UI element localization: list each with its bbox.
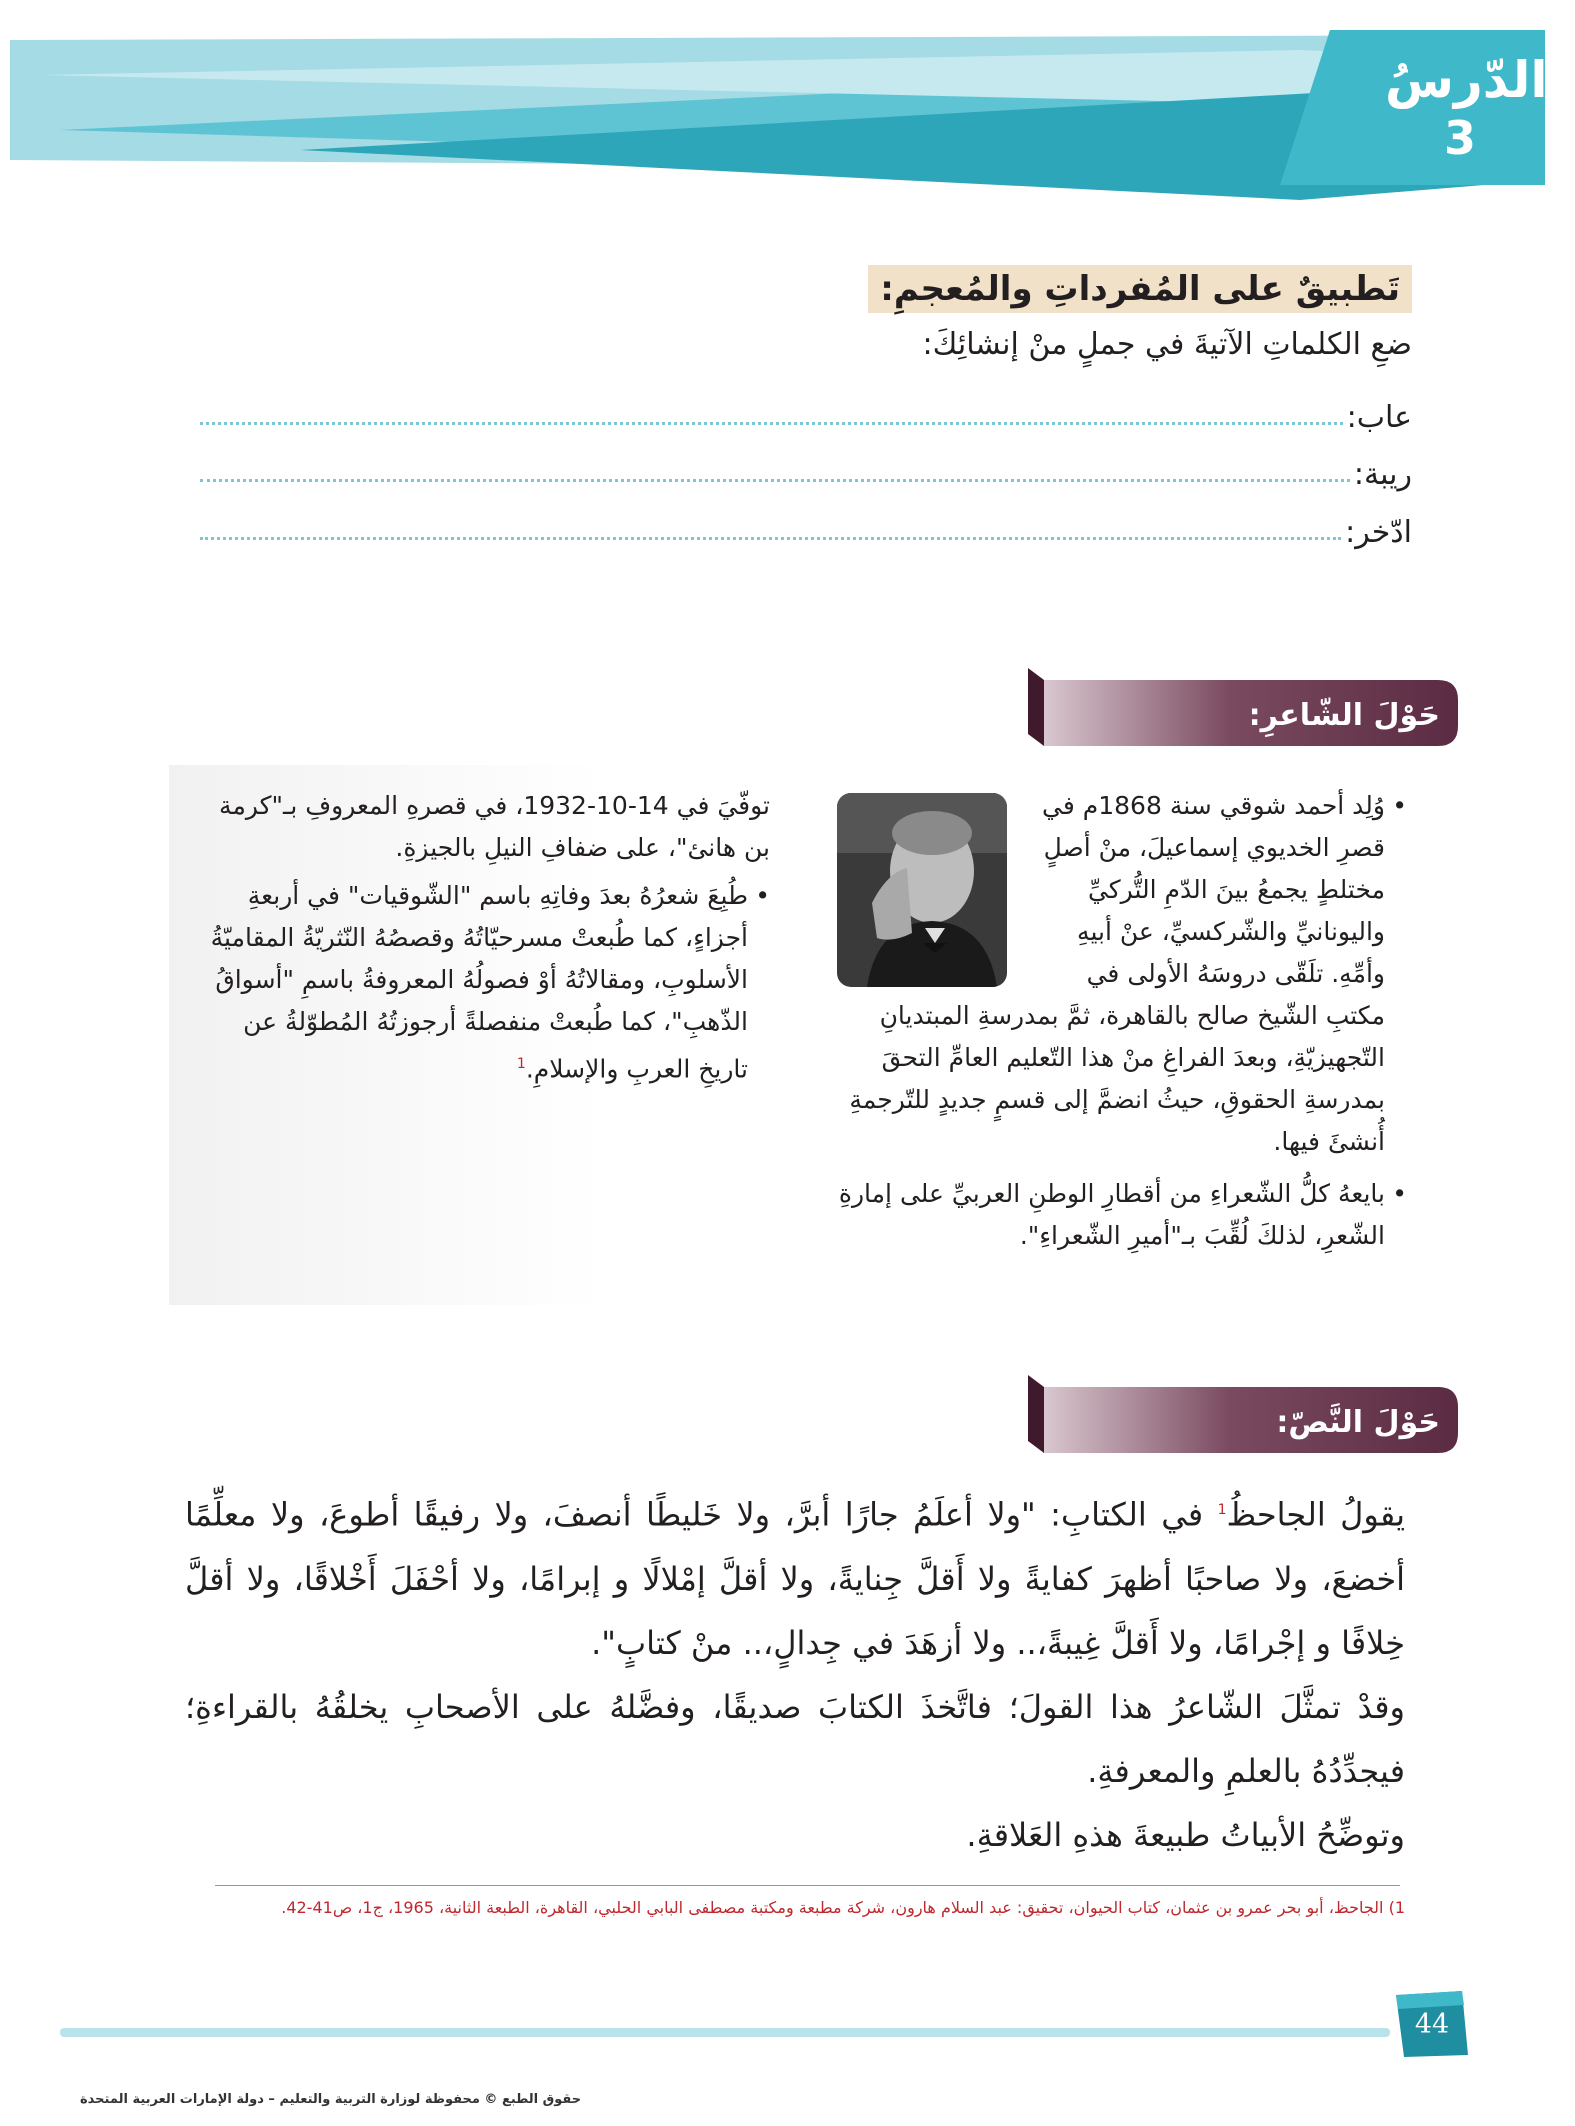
exercise-item — [200, 500, 1412, 550]
answer-line[interactable] — [200, 537, 1341, 540]
poet-tab-label: حَوْلَ الشّاعرِ: — [1248, 698, 1440, 733]
header-banner — [0, 0, 1575, 215]
poet-bio-bullet: • وُلِد أحمد شوقي سنة 1868م في قصرِ الخديوي إسماعيلَ، منْ أصلٍ مختلطٍ يجمعُ بينَ الدّمِ التُّركيِّ واليونانيِّ والشّركسيِّ، عنْ أبيهِ وأمِّهِ. تلَقّى دروسَهُ الأولى في مكتبِ الشّيخ صالح بالقاهرة، ثمَّ بمدرسةِ المبتديانِ التّجهيزيّةِ، وبعدَ الفراغِ منْ هذا التّعليم العامِّ التحقَ بمدرسةِ الحقوقِ، حيثُ انضمَّ إلى قسمٍ جديدٍ للتّرجمةِ أُنشئَ فيها. — [837, 785, 1407, 1163]
footnote-ref[interactable]: 1 — [516, 1056, 526, 1072]
poet-works-bullet — [200, 875, 770, 1090]
exercise-item — [200, 442, 1412, 492]
footnote: 1) الجاحظ، أبو بحر عمرو بن عثمان، كتاب الحيوان، تحقيق: عبد السلام هارون، شركة مطبعة ومكتبة مصطفى البابي الحلبي، القاهرة، الطبعة الثانية، 1965، ج1، ص41-42. — [281, 1898, 1405, 1917]
exercise-word: عاب: — [1346, 400, 1412, 435]
page-number: 44 — [1414, 2009, 1450, 2040]
quote-paragraph — [185, 1478, 1405, 1675]
answer-line[interactable] — [200, 422, 1343, 425]
footer-bar — [0, 1985, 1575, 2080]
text-paragraph: وتوضِّحُ الأبياتُ طبيعةَ هذهِ العَلاقةِ. — [966, 1815, 1405, 1854]
exercise-word: ريبة: — [1353, 457, 1412, 492]
text-tab-label: حَوْلَ النَّصّ: — [1276, 1405, 1440, 1440]
quote-prefix: يقولُ الجاحظُ — [1226, 1495, 1406, 1534]
exercise-instruction: ضعِ الكلماتِ الآتيةَ في جملٍ منْ إنشائِكَ: — [922, 327, 1412, 362]
poet-works-text: طُبِعَ شعرُهُ بعدَ وفاتِهِ باسم "الشّوقيات" في أربعةِ أجزاءٍ، كما طُبعتْ مسرحيّاتُهُ وقصصُهُ النّثريّةُ المقاميّةُ الأسلوبِ، ومقالاتُهُ أوْ فصولُهُ المعروفةُ باسمِ "أسواقُ الذّهبِ"، كما طُبعتْ منفصلةً أرجوزتُهُ المُطوّلةُ عن تاريخِ العربِ والإسلامِ. — [210, 881, 748, 1084]
footnote-ref[interactable]: 1 — [1217, 1502, 1227, 1518]
poet-bio-right — [837, 785, 1407, 1267]
copyright-notice: حقوق الطبع © محفوظة لوزارة التربية والتعليم – دولة الإمارات العربية المتحدة — [80, 2092, 582, 2107]
lesson-number: 3 — [1443, 111, 1476, 165]
text-paragraph: وقدْ تمثَّلَ الشّاعرُ هذا القولَ؛ فاتَّخذَ الكتابَ صديقًا، وفضَّلهُ على الأصحابِ يخلقُهُ بالقراءةِ؛ فيجدِّدُهُ بالعلمِ والمعرفةِ. — [185, 1687, 1405, 1790]
footnote-divider — [215, 1885, 1400, 1886]
text-body — [185, 1478, 1405, 1867]
poet-bio-bullet: • بايعهُ كلُّ الشّعراءِ من أقطارِ الوطنِ العربيِّ على إمارةِ الشّعرِ، لذلكَ لُقِّبَ بـ"أميرِ الشّعراءِ". — [837, 1173, 1407, 1257]
exercise-item — [200, 385, 1412, 435]
exercise-title: تَطبيقٌ على المُفرداتِ والمُعجمِ: — [868, 265, 1412, 313]
lesson-label: الدّرسُ — [1385, 51, 1548, 109]
quote-text: في الكتابِ: "ولا أعلَمُ جارًا أبرَّ، ولا خَليطًا أنصفَ، ولا رفيقًا أطوعَ، ولا معلِّمًا أخضعَ، ولا صاحبًا أظهرَ كفايةً ولا أَقلَّ جِنايةً، ولا أقلَّ إمْلالًا و إبرامًا، ولا أحْفَلَ أَخْلاقًا، ولا أقلَّ خِلافًا و إجْرامًا، ولا أَقلَّ غِيبةً،.. ولا أزهَدَ في جِدالٍ،.. منْ كتابٍ". — [185, 1495, 1405, 1662]
poet-death-note: توفّيَ في 14-10-1932، في قصرهِ المعروفِ بـ"كرمة بن هانئ"، على ضفافِ النيلِ بالجيزةِ. — [219, 791, 770, 862]
answer-line[interactable] — [200, 479, 1350, 482]
poet-bio-left — [200, 785, 770, 1090]
exercise-word: ادّخر: — [1345, 515, 1412, 550]
